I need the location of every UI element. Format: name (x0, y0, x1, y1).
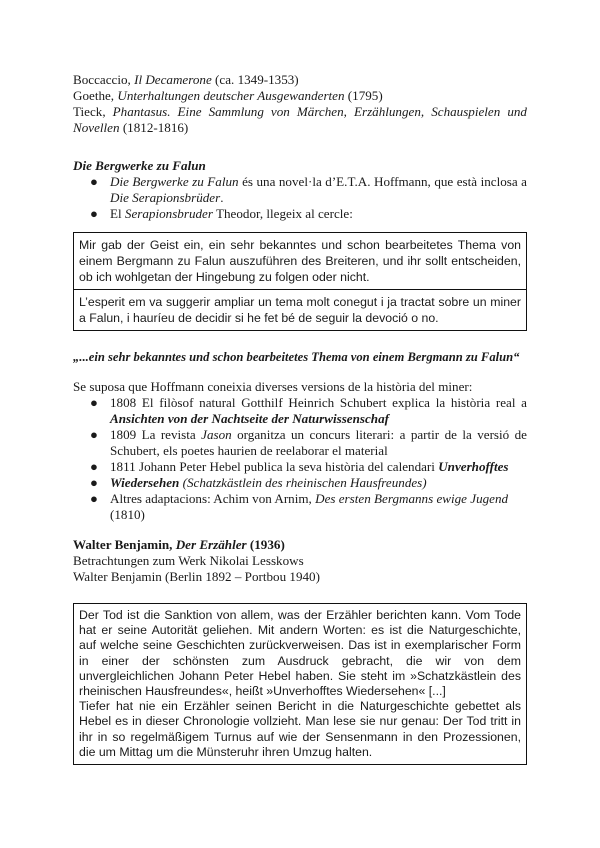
bullet-icon: ● (90, 206, 98, 221)
reference-boccaccio: Boccaccio, Il Decamerone (ca. 1349-1353) (73, 72, 299, 87)
bergwerke-bullets (73, 174, 527, 222)
reference-goethe: Goethe, Unterhaltungen deutscher Ausgewanderten (1795) (73, 88, 383, 103)
benjamin-dates: Walter Benjamin (Berlin 1892 – Portbou 1940) (73, 569, 320, 584)
list-item: ● 1809 La revista Jason organitza un concurs literari: a partir de la versió de Schubert, els poetes haurien de reelaborar el material (90, 427, 527, 458)
versions-intro: Se suposa que Hoffmann coneixia diverses versions de la història del miner: (73, 379, 473, 394)
quote-german: Mir gab der Geist ein, ein sehr bekanntes und schon bearbeitetes Thema von einem Bergmann zu Falun auszuführen des Breiteren, und ihr sollt entscheiden, ob ich wohlgetan der Hingebung zu folgen oder nicht. (79, 238, 521, 284)
reference-list (73, 72, 527, 136)
bullet-icon: ● (90, 475, 98, 490)
section-heading-thema: „...ein sehr bekanntes und schon bearbeitetes Thema von einem Bergmann zu Falun“ (73, 350, 520, 364)
bullet-icon: ● (90, 491, 98, 506)
list-item: ● El Serapionsbruder Theodor, llegeix al cercle: (90, 206, 353, 221)
reference-tieck: Tieck, Phantasus. Eine Sammlung von Märchen, Erzählungen, Schauspielen und Novellen (1812-1816) (73, 104, 527, 135)
list-item: ● Altres adaptacions: Achim von Arnim, Des ersten Bergmanns ewige Jugend (1810) (90, 491, 509, 522)
list-item: ● 1811 Johann Peter Hebel publica la seva història del calendari Unverhofftes (90, 459, 509, 474)
quote-box-serapion (73, 232, 527, 331)
benjamin-quote-paragraph-1: Der Tod ist die Sanktion von allem, was der Erzähler berichten kann. Vom Tode hat er seine Autorität geliehen. Mit andern Worten: es ist die Naturgeschichte, auf welche seine Geschichten zurückverweisen. Das ist in exemplarischer Form in einer der schönsten zum Ausdruck gebracht, die wir von dem unvergleichlichen Johann Peter Hebel haben. Sie steht im »Schatzkästlein des rheinischen Hausfreundes«, heißt »Unverhofftes Wiedersehen« [...] (79, 608, 521, 699)
section-heading-bergwerke: Die Bergwerke zu Falun (73, 158, 206, 173)
list-item: ● Wiedersehen (Schatzkästlein des rheinischen Hausfreundes) (90, 475, 427, 490)
bullet-icon: ● (90, 459, 98, 474)
quote-catalan: L’esperit em va suggerir ampliar un tema molt conegut i ja tractat sobre un miner a Falun, i hauríeu de decidir si he fet bé de seguir la devoció o no. (74, 289, 526, 330)
list-item: ● 1808 El filòsof natural Gotthilf Heinrich Schubert explica la història real a Ansichten von der Nachtseite der Naturwissenschaf (90, 395, 527, 426)
benjamin-quote-paragraph-2: Tiefer hat nie ein Erzähler seinen Bericht in die Naturgeschichte gebettet als Hebel es in dieser Chronologie vollzieht. Man lese sie nur genau: Der Tod tritt in ihr in so regelmäßigem Turnus auf wie der Sensenmann in den Prozessionen, die um Mittag um die Münsteruhr ihren Umzug halten. (79, 699, 521, 759)
benjamin-subtitle: Betrachtungen zum Werk Nikolai Lesskows (73, 553, 304, 568)
quote-box-benjamin (73, 603, 527, 765)
bullet-icon: ● (90, 395, 98, 410)
bullet-icon: ● (90, 427, 98, 442)
bullet-icon: ● (90, 174, 98, 189)
versions-bullets (73, 395, 527, 523)
section-heading-benjamin: Walter Benjamin, Der Erzähler (1936) (73, 537, 285, 552)
list-item: ● Die Bergwerke zu Falun és una novel·la d’E.T.A. Hoffmann, que està inclosa a Die Serapionsbrüder. (90, 174, 527, 205)
document-page (73, 72, 527, 765)
